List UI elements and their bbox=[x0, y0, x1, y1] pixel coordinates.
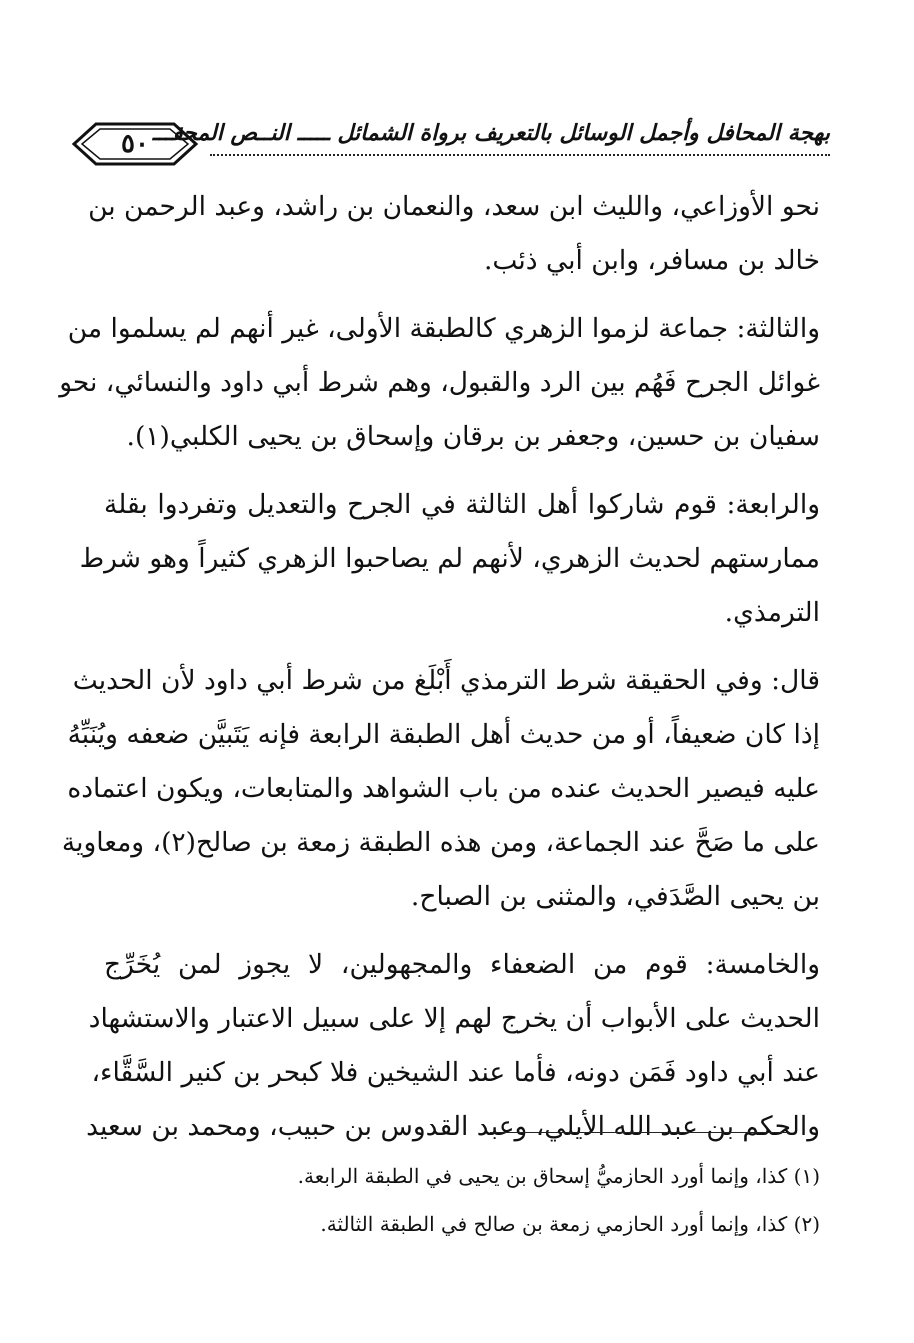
text-line: والحكم بن عبد الله الأيلي، وعبد القدوس بن حبيب، ومحمد بن سعيد bbox=[86, 1111, 820, 1142]
text-line: على ما صَحَّ عند الجماعة، ومن هذه الطبقة زمعة بن صالح(٢)، ومعاوية bbox=[61, 827, 820, 858]
footnote-separator bbox=[490, 1132, 790, 1133]
main-text bbox=[59, 180, 820, 1168]
header-title: بهجة المحافل وأجمل الوسائل بالتعريف برواة الشمائل ـــــ النــص المحقـــ bbox=[152, 120, 830, 146]
text-line: عند أبي داود فَمَن دونه، فأما عند الشيخين فلا كبحر بن كنير السَّقَّاء، bbox=[91, 1057, 820, 1088]
text-line: نحو الأوزاعي، والليث ابن سعد، والنعمان بن راشد، وعبد الرحمن بن bbox=[88, 191, 820, 222]
paragraph bbox=[61, 654, 820, 924]
paragraph bbox=[79, 478, 820, 640]
text-line: ممارستهم لحديث الزهري، لأنهم لم يصاحبوا الزهري كثيراً وهو شرط bbox=[79, 543, 820, 574]
text-line: والثالثة: جماعة لزموا الزهري كالطبقة الأولى، غير أنهم لم يسلموا من bbox=[67, 313, 820, 344]
footnote-1: (١) كذا، وإنما أورد الحازميُّ إسحاق بن يحيى في الطبقة الرابعة. bbox=[297, 1164, 820, 1188]
paragraph bbox=[86, 938, 820, 1154]
paragraph bbox=[59, 302, 820, 464]
paragraph bbox=[88, 180, 820, 288]
text-line: الترمذي. bbox=[724, 597, 820, 628]
text-line: عليه فيصير الحديث عنده من باب الشواهد والمتابعات، ويكون اعتماده bbox=[67, 773, 820, 804]
text-line: الحديث على الأبواب أن يخرج لهم إلا على سبيل الاعتبار والاستشهاد bbox=[88, 1003, 820, 1034]
footnote-2: (٢) كذا، وإنما أورد الحازمي زمعة بن صالح في الطبقة الثالثة. bbox=[320, 1212, 820, 1236]
text-line: قال: وفي الحقيقة شرط الترمذي أَبْلَغ من شرط أبي داود لأن الحديث bbox=[72, 665, 820, 696]
text-line: غوائل الجرح فَهُم بين الرد والقبول، وهم شرط أبي داود والنسائي، نحو bbox=[59, 367, 820, 398]
text-line: خالد بن مسافر، وابن أبي ذئب. bbox=[483, 245, 820, 276]
text-line: سفيان بن حسين، وجعفر بن برقان وإسحاق بن يحيى الكلبي(١). bbox=[126, 421, 820, 452]
page-number: ٥٠ bbox=[121, 129, 149, 159]
header-rule bbox=[210, 154, 830, 156]
footnotes bbox=[104, 1152, 820, 1248]
running-header bbox=[70, 118, 830, 174]
text-line: بن يحيى الصَّدَفي، والمثنى بن الصباح. bbox=[410, 881, 820, 912]
text-line: والخامسة: قوم من الضعفاء والمجهولين، لا يجوز لمن يُخَرِّج bbox=[104, 949, 820, 980]
text-line: إذا كان ضعيفاً، أو من حديث أهل الطبقة الرابعة فإنه يَتَبيَّن ضعفه ويُنَبِّهُ bbox=[67, 719, 820, 750]
text-line: والرابعة: قوم شاركوا أهل الثالثة في الجرح والتعديل وتفردوا بقلة bbox=[104, 489, 820, 520]
